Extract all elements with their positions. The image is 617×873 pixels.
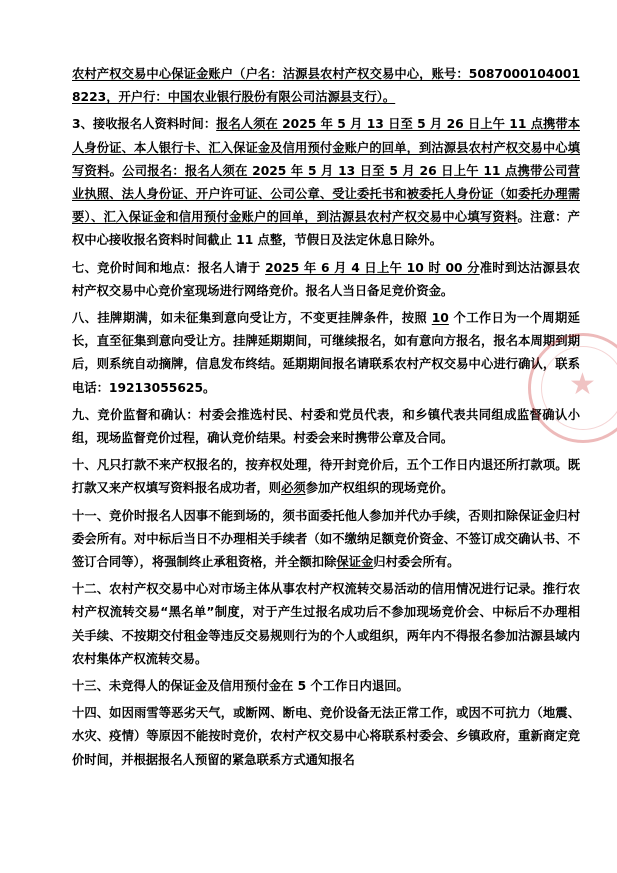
- paragraph-2: [72, 113, 580, 252]
- underlined-text: 报名人须在 2025 年 5 月 13 日至 5 月 26 日上午 11 点携带本人身份证、本人银行卡、汇入保证金及信用预付金账户的回单，到沽源县农村产权交易中心填写资料: [72, 117, 580, 178]
- paragraph-text: 七、竞价时间和地点：报名人请于: [72, 260, 266, 275]
- paragraph-text: 十、凡只打款不来产权报名的，按弃权处理，待开封竞价后，五个工作日内退还所打款项。既打款又来产权填写资料报名成功者，则: [72, 458, 580, 496]
- paragraph-text: 十四、如因雨雪等恶劣天气，或断网、断电、竞价设备无法正常工作，或因不可抗力（地震、水灾、疫情）等原因不能按时竞价，农村产权交易中心将联系村委会、乡镇政府，重新商定竞价时间，并根据报名人预留的紧急联系方式通知报名: [72, 706, 580, 767]
- paragraph-text: 八、挂牌期满，如未征集到意向受让方，不变更挂牌条件，按照: [72, 311, 432, 326]
- paragraph-text: 准时到达沽源县农村产权交易中心竞价室现场进行网络竞价。报名人当日备足竞价资金。: [72, 260, 580, 298]
- underlined-text: 公司报名：报名人须在 2025 年 5 月 13 日至 5 月 26 日上午 11 点携带公司营业执照、法人身份证、开户许可证、公司公章、受让委托书和被委托人身份证（如委托办理需要）、汇入保证金和信用预付金账户的回单，到沽源县农村产权交易中心填写资料: [72, 163, 580, 225]
- paragraph-text: 个工作日为一个周期延长，直至征集到意向受让方。挂牌延期期间，可继续报名，如有意向方报名，报名本周期到期后，则系统自动摘牌，信息发布终结。延期期间报名请联系农村产权交易中心进行确认，联系电话：19213055625。: [72, 311, 580, 395]
- paragraph-text: 十三、未竞得人的保证金及信用预付金在 5 个工作日内退回。: [72, 679, 409, 694]
- paragraph-3: [72, 257, 580, 303]
- underlined-text: 必须: [281, 481, 306, 496]
- paragraph-text: 。注意：产权中心接收报名资料时间截止 11 点整，节假日及法定休息日除外。: [72, 210, 580, 248]
- paragraph-4: [72, 307, 580, 400]
- seal-star-icon: ★: [569, 367, 596, 402]
- underlined-text: 农村产权交易中心保证金账户（户名：沽源县农村产权交易中心，账号：5087000104001 8223，开户行：中国农业银行股份有限公司沽源县支行）。: [72, 67, 580, 105]
- paragraph-1: [72, 63, 580, 109]
- paragraph-text: 九、竞价监督和确认：村委会推选村民、村委和党员代表，和乡镇代表共同组成监督确认小组，现场监督竞价过程，确认竞价结果。村委会来时携带公章及合同。: [72, 407, 580, 446]
- paragraph-text: 。: [109, 163, 123, 178]
- paragraph-text: 十二、农村产权交易中心对市场主体从事农村产权流转交易活动的信用情况进行记录。推行农村产权流转交易“黑名单”制度，对于产生过报名成功后不参加现场竞价会、中标后不办理相关手续、不按期交付租金等违反交易规则行为的个人或组织，两年内不得报名参加沽源县域内农村集体产权流转交易。: [72, 582, 580, 666]
- paragraph-text: 3、接收报名人资料时间：: [72, 117, 217, 132]
- paragraph-10: [72, 702, 580, 772]
- paragraph-7: [72, 505, 580, 575]
- paragraph-5: [72, 404, 580, 450]
- paragraph-9: [72, 675, 580, 698]
- underlined-text: 10: [431, 311, 449, 326]
- paragraph-6: [72, 454, 580, 500]
- paragraph-text: 参加产权组织的现场竞价。: [305, 481, 454, 496]
- paragraph-8: [72, 578, 580, 671]
- paragraph-text: 归村委会所有。: [373, 555, 460, 570]
- document-body: [72, 63, 580, 772]
- underlined-text: 2025 年 6 月 4 日上午 10 时 00 分: [265, 260, 480, 275]
- underlined-text: 保证金: [336, 555, 374, 570]
- paragraph-text: 十一、竞价时报名人因事不能到场的，须书面委托他人参加并代办手续，否则扣除保证金归村委会所有。对中标后当日不办理相关手续者（如不缴纳足额竞价资金、不签订成交确认书、不签订合同等），将强制终止承租资格，并全额扣除: [72, 508, 580, 570]
